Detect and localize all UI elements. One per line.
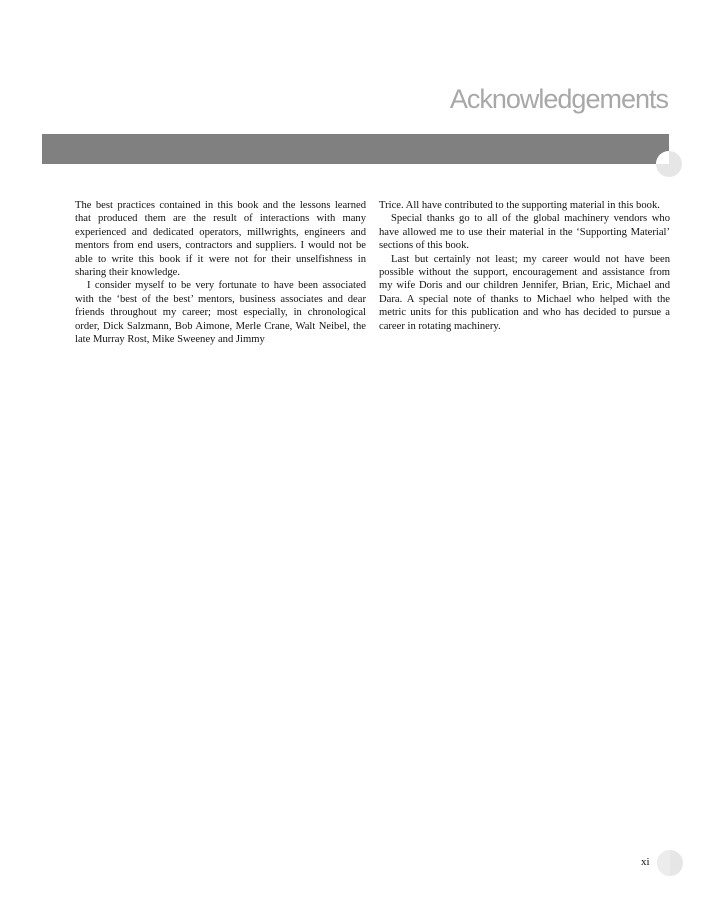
title-bar: [42, 134, 669, 164]
paragraph: Last but certainly not least; my career would not have been possible without the support, encouragement and assistance from my wife Doris and our children Jennifer, Brian, Eric, Michael and Dara. A special note of thanks to Michael who helped with the metric units for this publication and who has decided to pursue a career in rotating machinery.: [379, 253, 670, 332]
page-number: xi: [641, 856, 650, 868]
footer-decoration: [657, 850, 683, 876]
paragraph: I consider myself to be very fortunate to have been associated with the ‘best of the best’ mentors, business associates and dear friends throughout my career; most especially, in chronological order, Dick Salzmann, Bob Aimone, Merle Crane, Walt Neibel, the late Murray Rost, Mike Sweeney and Jimmy: [75, 280, 366, 346]
right-column: [379, 199, 670, 346]
paragraph: The best practices contained in this book and the lessons learned that produced them are the result of interactions with many experienced and dedicated operators, millwrights, engineers and mentors from end users, contractors and suppliers. I would not be able to write this book if it were not for their unselfishness in sharing their knowledge.: [75, 200, 366, 279]
body-text: [75, 199, 670, 346]
paragraph: Trice. All have contributed to the supporting material in this book.: [379, 200, 660, 211]
left-column: [75, 199, 366, 346]
chapter-title: Acknowledgements: [449, 84, 668, 114]
paragraph: Special thanks go to all of the global machinery vendors who have allowed me to use their material in the ‘Supporting Material’ sections of this book.: [379, 213, 670, 252]
corner-decoration: [656, 151, 682, 177]
